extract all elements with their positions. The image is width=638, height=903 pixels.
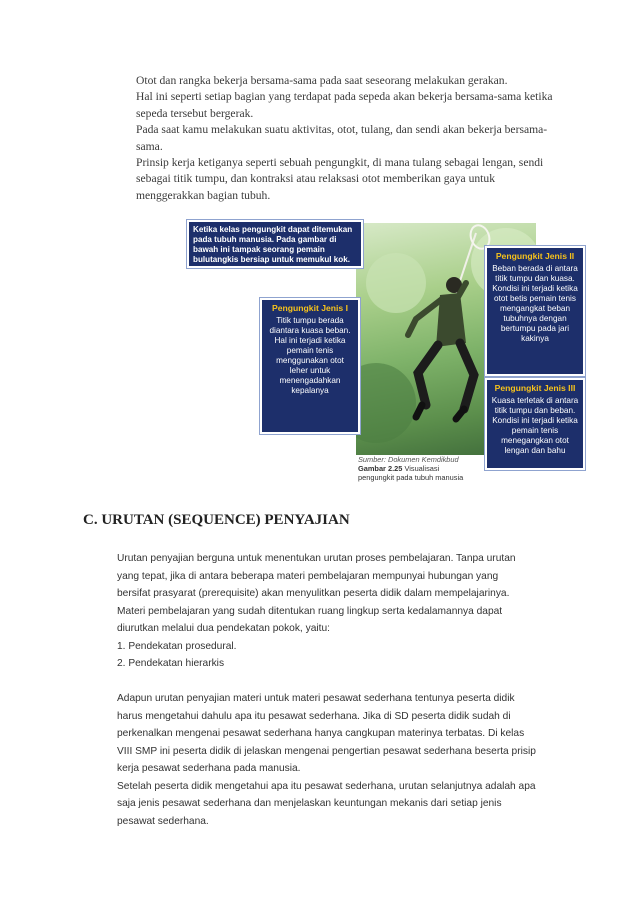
callout-title: Pengungkit Jenis II [495, 251, 575, 261]
callout-text: Kuasa terletak di antara titik tumpu dan beban. Kondisi ini terjadi ketika pemain tenis menegangkan otot lengan dan bahu [491, 396, 579, 455]
text-line: menggerakkan bagian tubuh. [136, 188, 271, 202]
text-line: yang tepat, jika di antara beberapa materi pembelajaran mempunyai hubungan yang [117, 570, 499, 582]
callout-title: Pengungkit Jenis I [272, 303, 348, 313]
text-line: VIII SMP ini peserta didik di jelaskan mengenai pengertian pesawat sederhana beserta prisip [117, 745, 536, 757]
intro-paragraph [136, 73, 576, 204]
intro-callout-text: Ketika kelas pengungkit dapat ditemukan pada tubuh manusia. Pada gambar di bawah ini tampak seorang pemain bulutangkis bersiap untuk memukul kok. [193, 225, 353, 264]
lever-type-2-callout [485, 246, 585, 376]
lever-figure [178, 218, 585, 486]
text-line: Materi pembelajaran yang sudah ditentukan ruang lingkup serta kedalamannya dapat [117, 605, 503, 617]
section-paragraph-1 [117, 550, 597, 673]
callout-title: Pengungkit Jenis III [494, 383, 576, 393]
text-line: pesawat sederhana. [117, 815, 209, 827]
text-line: perkenalkan mengenai pesawat sederhana hanya cangkupan materinya terbatas. Di kelas [117, 728, 525, 739]
callout-text: Titik tumpu berada diantara kuasa beban. Hal ini terjadi ketika pemain tenis menggunakan otot leher untuk menengadahkan kepalanya [269, 316, 351, 395]
text-line: Setelah peserta didik mengetahui apa itu pesawat sederhana, urutan selanjutnya adalah apa [117, 780, 536, 792]
text-line: sepeda tersebut bergerak. [136, 106, 254, 120]
callout-text: Beban berada di antara titik tumpu dan kuasa. Kondisi ini terjadi ketika otot betis pemain tenis mengangkat beban tubuhnya dengan bertumpu pada jari kakinya [492, 264, 578, 343]
text-line: kerja pesawat sederhana pada manusia. [117, 763, 301, 774]
section-heading: C. URUTAN (SEQUENCE) PENYAJIAN [83, 512, 350, 528]
caption-source: Sumber: Dokumen Kemdikbud [358, 455, 459, 464]
intro-callout [187, 220, 363, 268]
text-line: Otot dan rangka bekerja bersama-sama pada saat seseorang melakukan gerakan. [136, 74, 508, 87]
section-paragraph-2 [117, 690, 597, 830]
caption-label: Gambar 2.25 [358, 464, 403, 473]
text-line: 2. Pendekatan hierarkis [117, 658, 225, 669]
text-line: bersifat prasyarat (prerequisite) akan menyulitkan peserta didik dalam mempelajarinya. [117, 588, 510, 599]
figure-caption [358, 455, 538, 482]
caption-text: Visualisasi [404, 464, 440, 473]
text-line: Prinsip kerja ketiganya seperti sebuah pengungkit, di mana tulang sebagai lengan, sendi [136, 156, 544, 170]
lever-type-1-callout [260, 298, 360, 434]
text-line: saja jenis pesawat sederhana dan menjelaskan keuntungan mekanis dari setiap jenis [117, 798, 502, 809]
text-line: sebagai titik tumpu, dan kontraksi atau relaksasi otot memberikan gaya untuk [136, 172, 495, 186]
text-line: Urutan penyajian berguna untuk menentukan urutan proses pembelajaran. Tanpa urutan [117, 553, 516, 564]
text-line: Pada saat kamu melakukan suatu aktivitas, otot, tulang, dan sendi akan bekerja bersama- [136, 123, 548, 137]
text-line: diurutkan melalui dua pendekatan pokok, yaitu: [117, 623, 330, 634]
caption-text: pengungkit pada tubuh manusia [358, 473, 464, 482]
text-line: harus mengetahui dahulu apa itu pesawat sederhana. Jika di SD peserta didik sudah di [117, 710, 511, 722]
text-line: Adapun urutan penyajian materi untuk materi pesawat sederhana tentunya peserta didik [117, 693, 515, 704]
text-line: sama. [136, 139, 163, 153]
text-line: 1. Pendekatan prosedural. [117, 640, 237, 652]
text-line: Hal ini seperti setiap bagian yang terdapat pada sepeda akan bekerja bersama-sama ketika [136, 90, 553, 104]
